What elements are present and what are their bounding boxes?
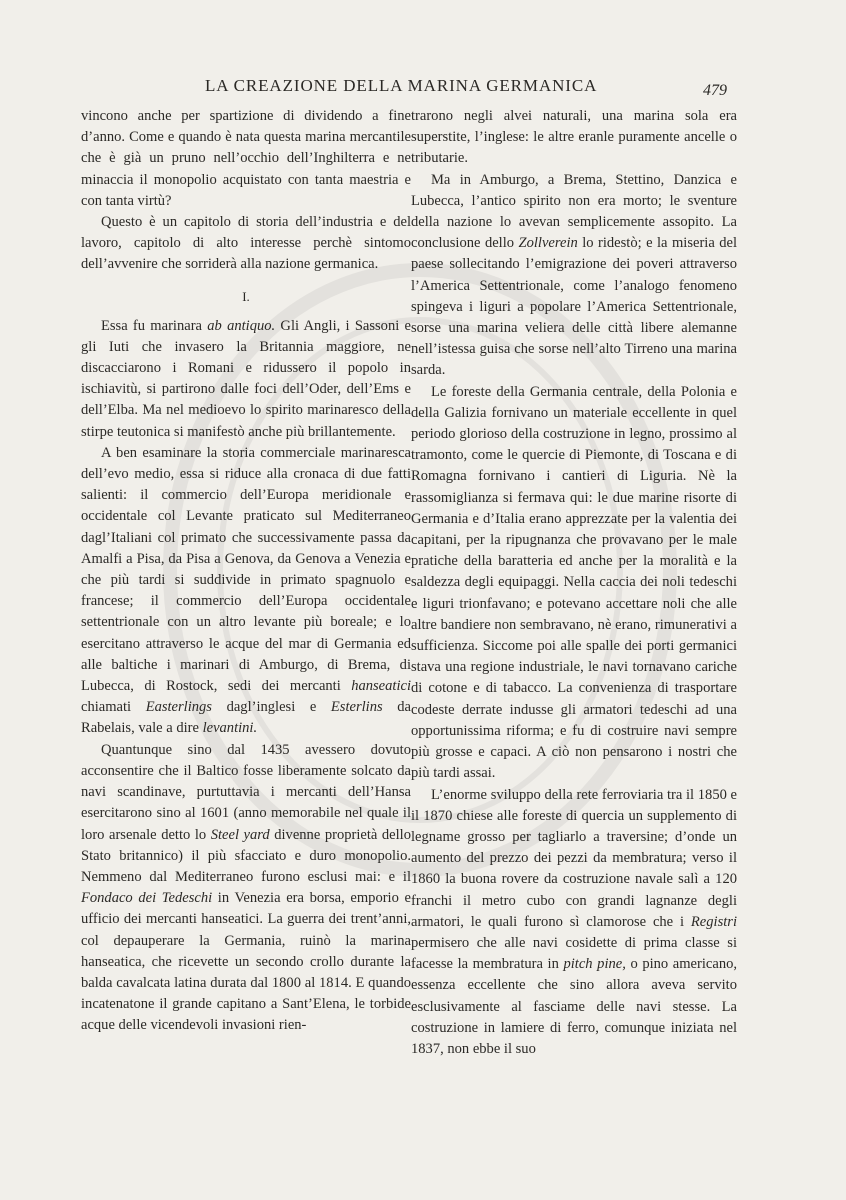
text-run: permisero che alle navi cosidette di prima classe si facesse la membratura in <box>411 934 737 973</box>
paragraph: Le foreste della Germania centrale, della Polonia e della Galizia fornivano un materiale eccellente in quel periodo glorioso della costruzione in legno, prossimo al tramonto, come le quercie di Piemonte, di Toscana e di Romagna fornivano i cantieri di Liguria. Nè la rassomiglianza si fermava qui: le due marine risorte di Germania e d’Italia erano apprezzate per la valentia dei capitani, per la ripugnanza che provavano per le male pratiche della baratteria ed anche per la moralità e la saldezza degli equipaggi. Nella caccia dei noli tedeschi e liguri trionfavano; e potevano accettare noli che alle altre bandiere non sembravano, nè erano, rimunerativi a sufficienza. Siccome poi alle spalle dei porti germanici stava una regione industriale, le navi tornavano cariche di cotone e di tabacco. La convenienza di trasportare codeste derrate indusse gli armatori tedeschi ad una opportunissima riforma; e fu di costruire navi sempre più grosse e capaci. A ciò non pensarono i nostri che più tardi assai. <box>411 383 737 782</box>
paragraph <box>81 443 411 740</box>
paragraph <box>81 740 411 1037</box>
running-head-title: LA CREAZIONE DELLA MARINA GERMANICA <box>205 76 598 95</box>
text-run: lo ridestò; e la miseria del paese sollecitando l’emigrazione dei poveri attraverso l’America Settentrionale, come l’analogo fenomeno spingeva i liguri a popolare l’America Settentrionale, sorse una marina veliera delle città libere alemanne nell’istessa guisa che sorse nell’alto Tirreno una marina sarda. <box>411 235 738 379</box>
text-run: L’enorme sviluppo della rete ferroviaria tra il 1850 e il 1870 chiese alle foreste di quercia un supplemento di legname grosso per tagliarlo a traversine; d’onde un aumento del prezzo dei pezzi da membratura; verso il 1860 la buona rovere da costruzione navale salì a 120 franchi il metro cubo con grandi lagnanze degli armatori, le quali furono sì clamorose che i <box>411 786 737 930</box>
paragraph: trarono negli alvei naturali, una marina sola era superstite, l’inglese: le altre eranle puramente ancelle o tributarie. <box>411 108 737 167</box>
text-run: A ben esaminare la storia commerciale marinaresca dell’evo medio, essa si riduce alla cronaca di due fatti salienti: il commercio dell’Europa meridionale e occidentale col Levante praticato sul Mediterraneo dagl’Italiani col primato che successivamente passa da Amalfi a Pisa, da Pisa a Genova, da Genova a Venezia e che più tardi si suddivide in primato spagnuolo e francese; il commercio dell’Europa occidentale settentrionale con un altro levante più boreale; e lo esercitano attraverso le acque del mar di Germania ed alle baltiche i marinari di Amburgo, di Brema, di Lubecca, di Rostock, sedi dei mercanti <box>81 444 411 695</box>
paragraph: Questo è un capitolo di storia dell’industria e del lavoro, capitolo di alto interesse perchè sintomo dell’avvenire che sorriderà alla nazione germanica. <box>81 214 411 273</box>
italic-term: Esterlins <box>330 699 383 716</box>
italic-term: Fondaco dei Tedeschi <box>81 890 213 907</box>
text-run: dagl’inglesi e <box>211 699 331 716</box>
text-run: Essa fu marinara <box>101 317 208 334</box>
running-head <box>0 76 846 106</box>
italic-term: pitch pine, <box>563 956 626 973</box>
italic-term: Registri <box>690 913 737 930</box>
paragraph: vincono anche per spartizione di dividendo a fine d’anno. Come e quando è nata questa marina mercantile che è già un pruno nell’occhio dell’Inghilterra e ne minaccia il monopolio acquistato con tanta maestria e con tanta virtù? <box>81 108 411 209</box>
text-run: divenne proprietà dello Stato britannico) il più sfacciato e duro monopolio. Nemmeno dal Mediterraneo furono esclusi mai: e il <box>81 826 411 885</box>
text-run: Quantunque sino dal 1435 avessero dovuto acconsentire che il Baltico fosse liberamente solcato da navi scandinave, purtuttavia i mercanti dell’Hansa esercitarono sino al 1601 (anno memorabile nel quale il loro arsenale detto lo <box>81 741 411 843</box>
italic-term: levantini. <box>202 720 258 737</box>
italic-term: Easterlings <box>145 699 212 716</box>
right-text-column <box>411 106 737 1060</box>
section-number: I. <box>242 288 250 304</box>
page-number: 479 <box>703 82 727 99</box>
italic-term: ab antiquo. <box>207 317 276 334</box>
paragraph <box>411 785 737 1061</box>
text-run: Gli Angli, i Sassoni e gli Iuti che invasero la Britannia maggiore, ne discacciarono i Romani e ridussero il popolo in ischiavitù, si partirono dalle foci dell’Oder, dell’Ems e dell’Elba. Ma nel medioevo lo spirito marinaresco della stirpe teutonica si manifestò anche più brillantemente. <box>81 317 411 440</box>
italic-term: Zollverein <box>518 235 578 252</box>
paragraph <box>411 170 737 382</box>
text-run: o pino americano, essenza eccellente che sino allora aveva servito esclusivamente al fasciame delle navi stesse. La costruzione in lamiere di ferro, comunque iniziata nel 1837, non ebbe il suo <box>411 956 737 1057</box>
text-run: Ma in Amburgo, a Brema, Stettino, Danzica e Lubecca, l’antico spirito non era morto; le sventure della nazione lo avevan semplicemente assopito. La conclusione dello <box>411 171 737 252</box>
paragraph <box>81 316 411 443</box>
italic-term: hanseatici <box>351 678 411 695</box>
italic-term: Steel yard <box>210 826 270 843</box>
text-run: chiamati <box>81 699 146 716</box>
left-text-column <box>81 106 411 1037</box>
text-run: da Rabelais, vale a dire <box>81 699 411 737</box>
text-run: in Venezia era borsa, emporio e ufficio dei mercanti hanseatici. La guerra dei trent’anni, col depauperare la Germania, ruinò la marina hanseatica, che ricevette un secondo crollo durante la balda cavalcata latina durata dal 1800 al 1814. E quando incatenatone il grande capitano a Sant’Elena, le torbide acque delle vicendevoli invasioni rien- <box>81 890 411 1034</box>
